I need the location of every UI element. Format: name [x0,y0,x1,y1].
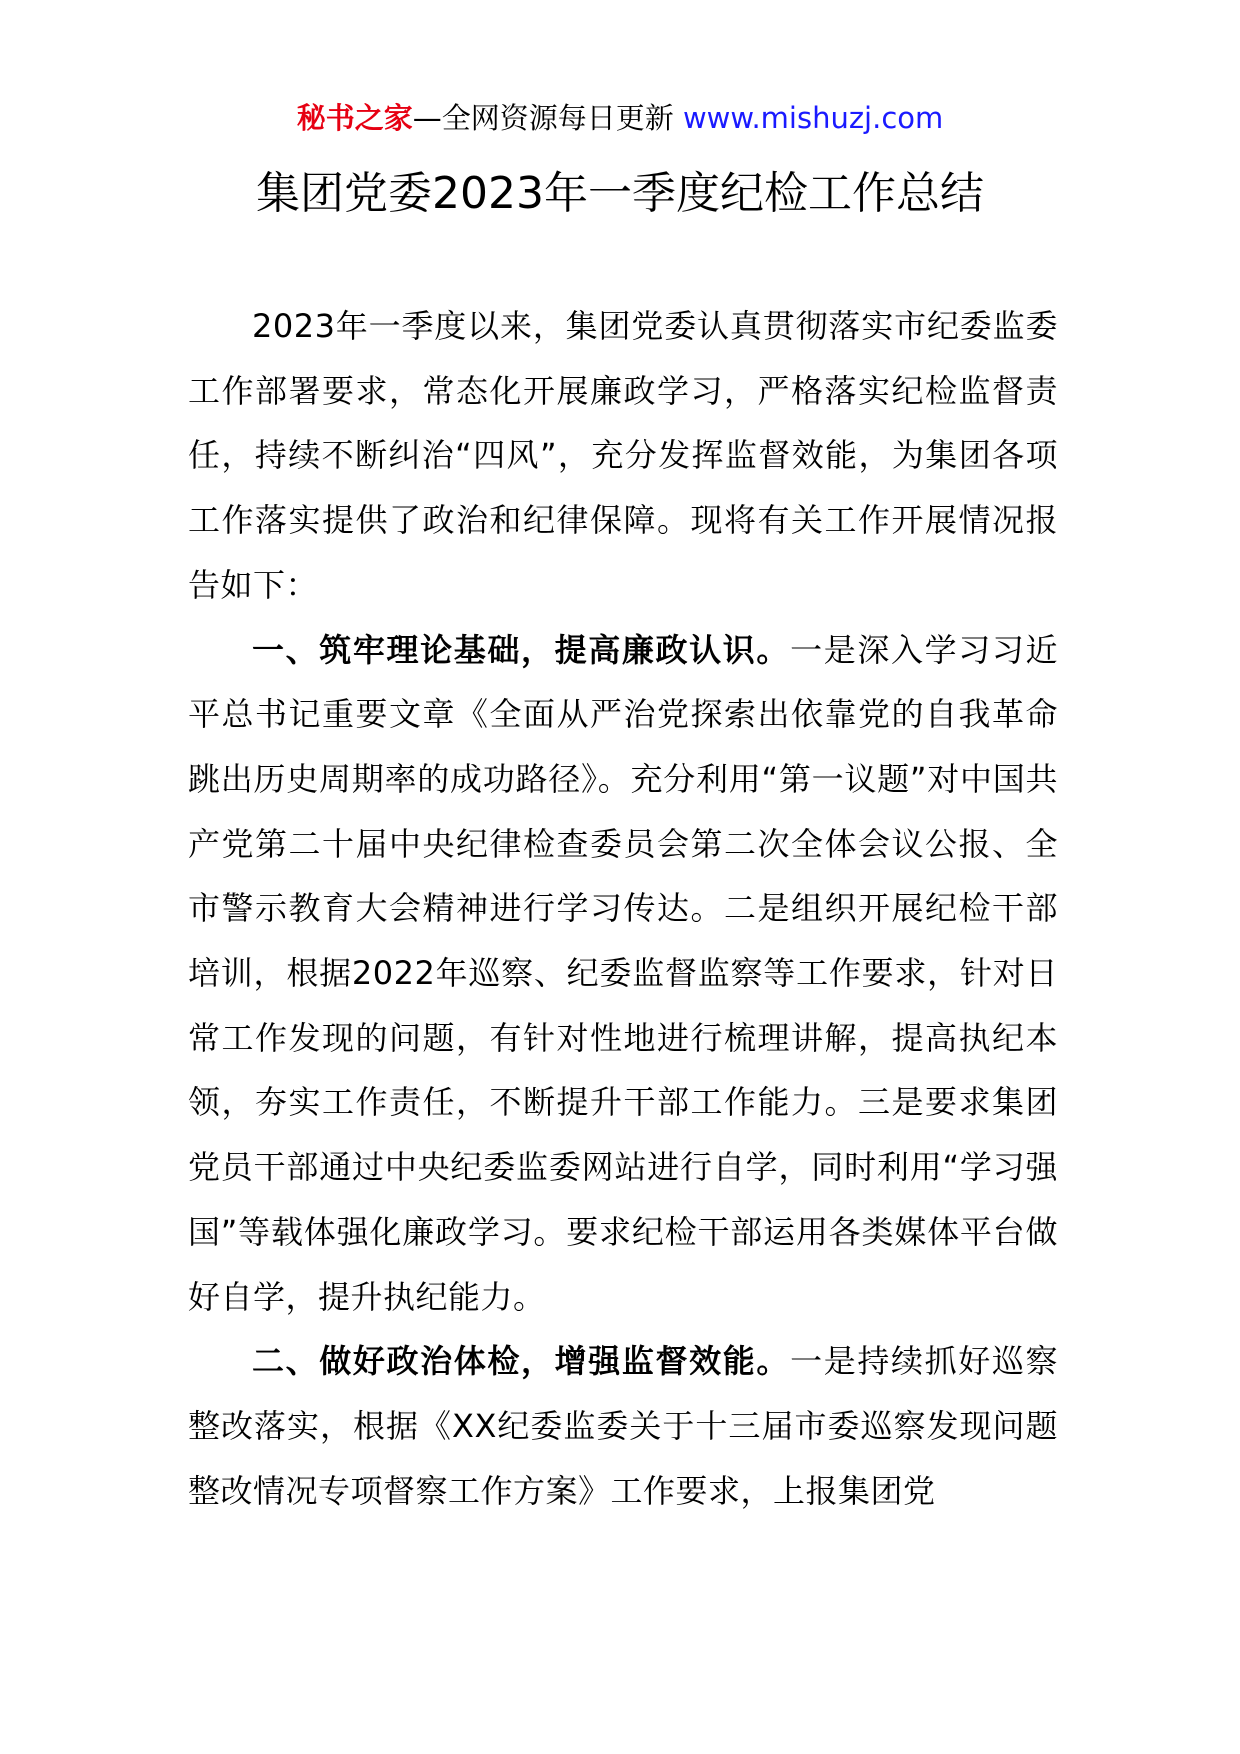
section-paragraph-1 [188,618,1058,1330]
section-text-1: 一是深入学习习近平总书记重要文章《全面从严治党探索出依靠党的自我革命跳出历史周期率的成功路径》。充分利用“第一议题”对中国共产党第二十届中央纪律检查委员会第二次全体会议公报、全市警示教育大会精神进行学习传达。二是组织开展纪检干部培训，根据2022年巡察、纪委监督监察等工作要求，针对日常工作发现的问题，有针对性地进行梳理讲解，提高执纪本领，夯实工作责任，不断提升干部工作能力。三是要求集团党员干部通过中央纪委监委网站进行自学，同时利用“学习强国”等载体强化廉政学习。要求纪检干部运用各类媒体平台做好自学，提升执纪能力。 [188,630,1058,1316]
section-paragraph-2 [188,1329,1058,1523]
document-title: 集团党委2023年一季度纪检工作总结 [256,168,984,219]
section-heading-2: 二、做好政治体检，增强监督效能。 [252,1342,791,1381]
brand-slogan: —全网资源每日更新 [412,101,674,135]
intro-paragraph: 2023年一季度以来，集团党委认真贯彻落实市纪委监委工作部署要求，常态化开展廉政学习，严格落实纪检监督责任，持续不断纠治“四风”，充分发挥监督效能，为集团各项工作落实提供了政治和纪律保障。现将有关工作开展情况报告如下： [188,307,1058,604]
watermark-header [0,98,1240,138]
brand-name: 秘书之家 [296,101,413,135]
document-body [188,294,1058,1523]
section-heading-1: 一、筑牢理论基础，提高廉政认识。 [252,630,791,669]
section-text-2: 一是持续抓好巡察整改落实，根据《XX纪委监委关于十三届市委巡察发现问题整改情况专项督察工作方案》工作要求，上报集团党 [188,1342,1058,1510]
brand-url[interactable]: www.mishuzj.com [682,101,944,135]
